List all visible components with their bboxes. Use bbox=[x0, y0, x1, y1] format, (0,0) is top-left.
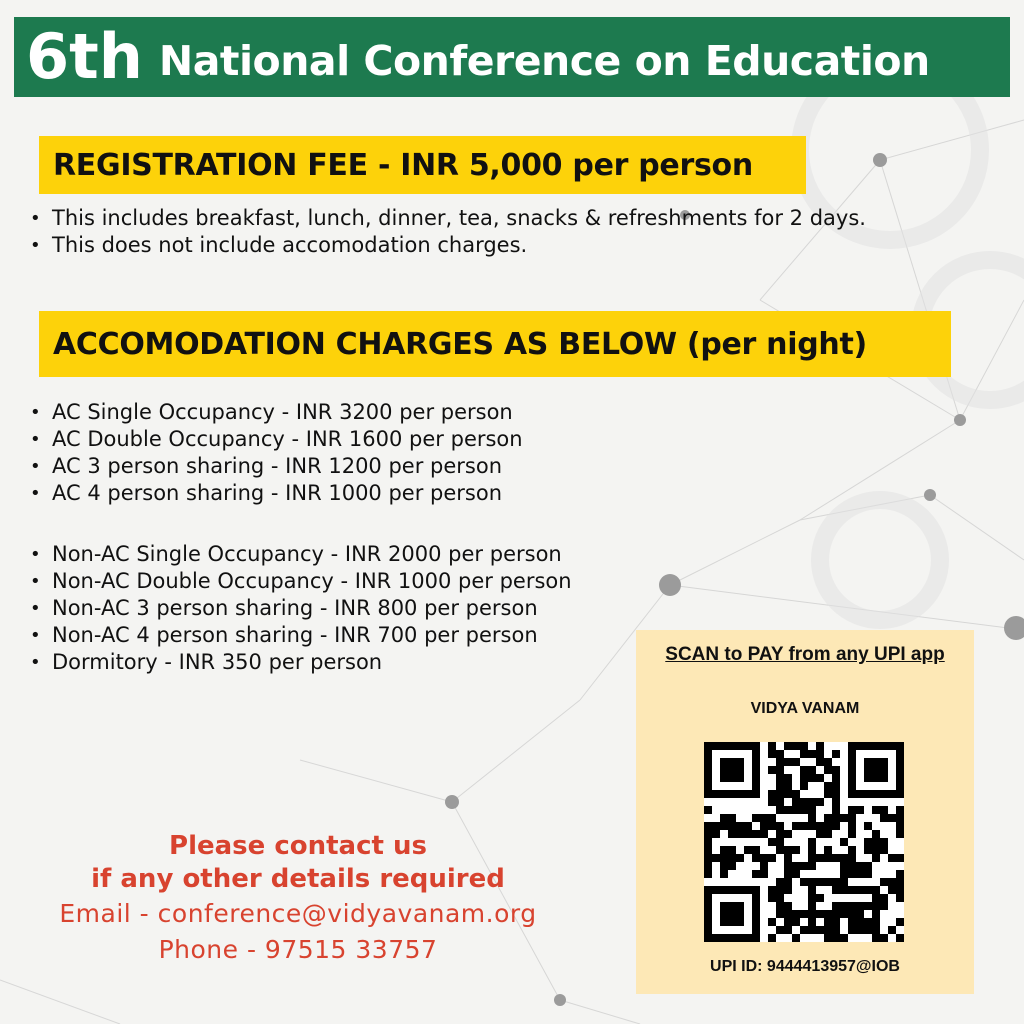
contact-section bbox=[10, 830, 586, 968]
contact-line-1: Please contact us bbox=[169, 831, 427, 861]
list-item: • AC 3 person sharing - INR 1200 per person bbox=[30, 453, 523, 480]
conference-title-banner bbox=[14, 17, 1010, 97]
upi-payment-card bbox=[636, 630, 974, 994]
list-item: • Non-AC 4 person sharing - INR 700 per person bbox=[30, 622, 572, 649]
payee-name: VIDYA VANAM bbox=[750, 700, 860, 717]
list-item: • This does not include accomodation charges. bbox=[30, 232, 866, 259]
accommodation-heading: ACCOMODATION CHARGES AS BELOW (per night) bbox=[39, 311, 951, 377]
list-item: • AC Double Occupancy - INR 1600 per person bbox=[30, 426, 523, 453]
list-item: • Non-AC Single Occupancy - INR 2000 per person bbox=[30, 541, 572, 568]
contact-email[interactable]: Email - conference@vidyavanam.org bbox=[59, 899, 537, 928]
list-item: • AC Single Occupancy - INR 3200 per person bbox=[30, 399, 523, 426]
list-item: • This includes breakfast, lunch, dinner, tea, snacks & refreshments for 2 days. bbox=[30, 205, 866, 232]
contact-phone[interactable]: Phone - 97515 33757 bbox=[158, 935, 438, 964]
registration-details-list bbox=[30, 205, 866, 259]
list-item: • Non-AC 3 person sharing - INR 800 per person bbox=[30, 595, 572, 622]
conference-title: National Conference on Education bbox=[158, 36, 930, 85]
edition-number: 6th bbox=[26, 20, 143, 93]
list-item: • Dormitory - INR 350 per person bbox=[30, 649, 572, 676]
registration-fee-heading: REGISTRATION FEE - INR 5,000 per person bbox=[39, 136, 806, 194]
scan-to-pay-title: SCAN to PAY from any UPI app bbox=[665, 644, 945, 665]
upi-id: UPI ID: 9444413957@IOB bbox=[710, 958, 900, 975]
list-item: • Non-AC Double Occupancy - INR 1000 per person bbox=[30, 568, 572, 595]
ac-charges-list bbox=[30, 399, 523, 507]
non-ac-charges-list bbox=[30, 541, 572, 676]
list-item: • AC 4 person sharing - INR 1000 per person bbox=[30, 480, 523, 507]
qr-code-icon[interactable] bbox=[704, 742, 904, 942]
contact-line-2: if any other details required bbox=[91, 864, 505, 894]
